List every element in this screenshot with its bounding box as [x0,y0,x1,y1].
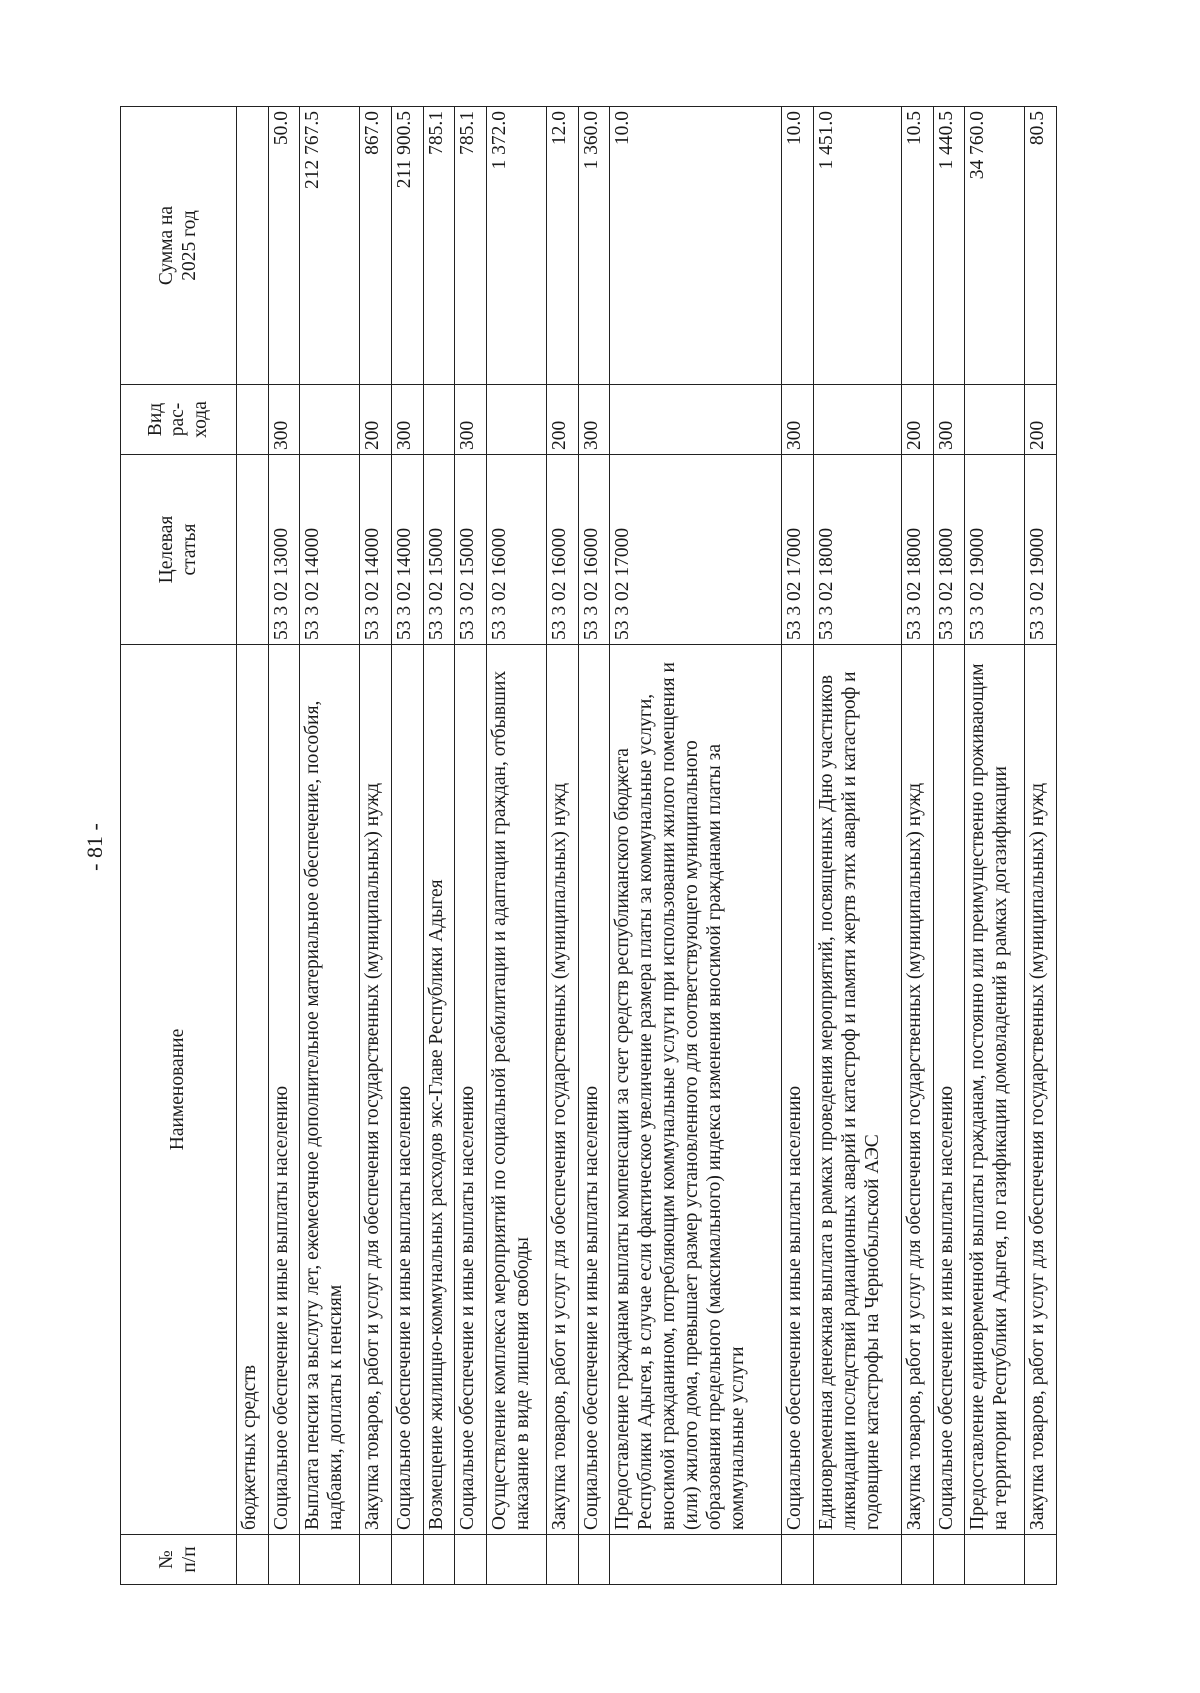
cell-kind: 300 [782,385,814,455]
cell-name: Выплата пенсии за выслугу лет, ежемесячное дополнительное материальное обеспечение, пособия, надбавки, доплаты к пенсиям [300,645,360,1535]
cell-name: Закупка товаров, работ и услуг для обеспечения государственных (муниципальных) нужд [546,645,578,1535]
table-row [782,107,814,1585]
table-row [610,107,782,1585]
cell-code: 53 3 02 18000 [814,455,902,645]
cell-name: Осуществление комплекса мероприятий по социальной реабилитации и адаптации граждан, отбывших наказание в виде лишения свободы [487,645,547,1535]
table-row [1025,107,1057,1585]
cell-name: Возмещение жилищно-коммунальных расходов экс-Главе Республики Адыгея [423,645,455,1535]
cell-num [423,1535,455,1585]
cell-kind: 300 [391,385,423,455]
cell-kind: 300 [268,385,300,455]
cell-kind [300,385,360,455]
cell-name: Социальное обеспечение и иные выплаты населению [578,645,610,1535]
budget-table [120,106,1057,1585]
cell-kind: 200 [1025,385,1057,455]
cell-num [901,1535,933,1585]
cell-kind: 300 [578,385,610,455]
table-body [237,107,1057,1585]
cell-kind [814,385,902,455]
cell-sum: 1 372.0 [487,107,547,385]
table-row [423,107,455,1585]
cell-sum: 80.5 [1025,107,1057,385]
header-sum: Сумма на 2025 год [121,107,237,385]
cell-code: 53 3 02 14000 [360,455,392,645]
table-header-row [121,107,237,1585]
cell-sum: 34 760.0 [965,107,1025,385]
cell-num [933,1535,965,1585]
cell-sum: 785.1 [423,107,455,385]
cell-name: Предоставление единовременной выплаты гражданам, постоянно или преимущественно проживающим на территории Республики Адыгея, по газификации домовладений в рамках догазификации [965,645,1025,1535]
page-number: - 81 - [82,823,107,871]
rotated-table-container [120,107,1057,1585]
cell-kind [487,385,547,455]
cell-num [268,1535,300,1585]
table-row [268,107,300,1585]
cell-name: Социальное обеспечение и иные выплаты населению [391,645,423,1535]
table-row [237,107,269,1585]
cell-num [300,1535,360,1585]
cell-num [965,1535,1025,1585]
cell-sum: 1 360.0 [578,107,610,385]
cell-code: 53 3 02 17000 [610,455,782,645]
cell-name: Социальное обеспечение и иные выплаты населению [782,645,814,1535]
cell-name: Единовременная денежная выплата в рамках проведения мероприятий, посвященных Дню участников ликвидации последствий радиационных аварий и катастроф и памяти жертв этих аварий и катастроф и годовщине катастрофы на Чернобыльской АЭС [814,645,902,1535]
header-name: Наименование [121,645,237,1535]
cell-sum: 12.0 [546,107,578,385]
cell-sum: 785.1 [455,107,487,385]
cell-sum: 1 451.0 [814,107,902,385]
cell-num [455,1535,487,1585]
cell-num [360,1535,392,1585]
header-kind: Вид рас- хода [121,385,237,455]
cell-code: 53 3 02 19000 [1025,455,1057,645]
cell-code [237,455,269,645]
cell-kind [965,385,1025,455]
cell-code: 53 3 02 13000 [268,455,300,645]
cell-code: 53 3 02 16000 [487,455,547,645]
cell-sum: 1 440.5 [933,107,965,385]
cell-sum: 50.0 [268,107,300,385]
header-num: № п/п [121,1535,237,1585]
cell-kind: 200 [901,385,933,455]
cell-num [578,1535,610,1585]
cell-code: 53 3 02 18000 [901,455,933,645]
cell-num [546,1535,578,1585]
cell-num [1025,1535,1057,1585]
cell-num [782,1535,814,1585]
table-row [546,107,578,1585]
cell-name: Социальное обеспечение и иные выплаты населению [268,645,300,1535]
header-code: Целевая статья [121,455,237,645]
cell-name: Предоставление гражданам выплаты компенсации за счет средств республиканского бюджета Республики Адыгея, в случае если фактическое увеличение размера платы за коммунальные услуги, вносимой гражданином, потребляющим коммунальные услуги при использовании жилого помещения и (или) жилого дома, превышает размер установленного для соответствующего муниципального образования предельного (максимального) индекса изменения вносимой гражданами платы за коммунальные услуги [610,645,782,1535]
cell-sum [237,107,269,385]
cell-name: Социальное обеспечение и иные выплаты населению [933,645,965,1535]
cell-sum: 212 767.5 [300,107,360,385]
table-row [300,107,360,1585]
table-row [933,107,965,1585]
table-row [360,107,392,1585]
cell-code: 53 3 02 16000 [546,455,578,645]
cell-name: Социальное обеспечение и иные выплаты населению [455,645,487,1535]
cell-kind: 300 [455,385,487,455]
cell-num [487,1535,547,1585]
cell-code: 53 3 02 15000 [423,455,455,645]
cell-kind: 200 [360,385,392,455]
cell-num [237,1535,269,1585]
cell-kind [610,385,782,455]
cell-kind: 200 [546,385,578,455]
cell-code: 53 3 02 14000 [391,455,423,645]
cell-code: 53 3 02 19000 [965,455,1025,645]
cell-sum: 10.0 [782,107,814,385]
table-row [965,107,1025,1585]
cell-kind [237,385,269,455]
cell-num [391,1535,423,1585]
table-row [455,107,487,1585]
cell-name: Закупка товаров, работ и услуг для обеспечения государственных (муниципальных) нужд [1025,645,1057,1535]
cell-num [610,1535,782,1585]
cell-code: 53 3 02 15000 [455,455,487,645]
cell-code: 53 3 02 14000 [300,455,360,645]
cell-kind [423,385,455,455]
cell-sum: 867.0 [360,107,392,385]
cell-sum: 211 900.5 [391,107,423,385]
table-row [578,107,610,1585]
table-row [487,107,547,1585]
cell-code: 53 3 02 18000 [933,455,965,645]
cell-kind: 300 [933,385,965,455]
table-row [814,107,902,1585]
cell-code: 53 3 02 17000 [782,455,814,645]
cell-num [814,1535,902,1585]
cell-sum: 10.0 [610,107,782,385]
cell-sum: 10.5 [901,107,933,385]
cell-code: 53 3 02 16000 [578,455,610,645]
cell-name: бюджетных средств [237,645,269,1535]
cell-name: Закупка товаров, работ и услуг для обеспечения государственных (муниципальных) нужд [901,645,933,1535]
table-row [391,107,423,1585]
table-row [901,107,933,1585]
cell-name: Закупка товаров, работ и услуг для обеспечения государственных (муниципальных) нужд [360,645,392,1535]
